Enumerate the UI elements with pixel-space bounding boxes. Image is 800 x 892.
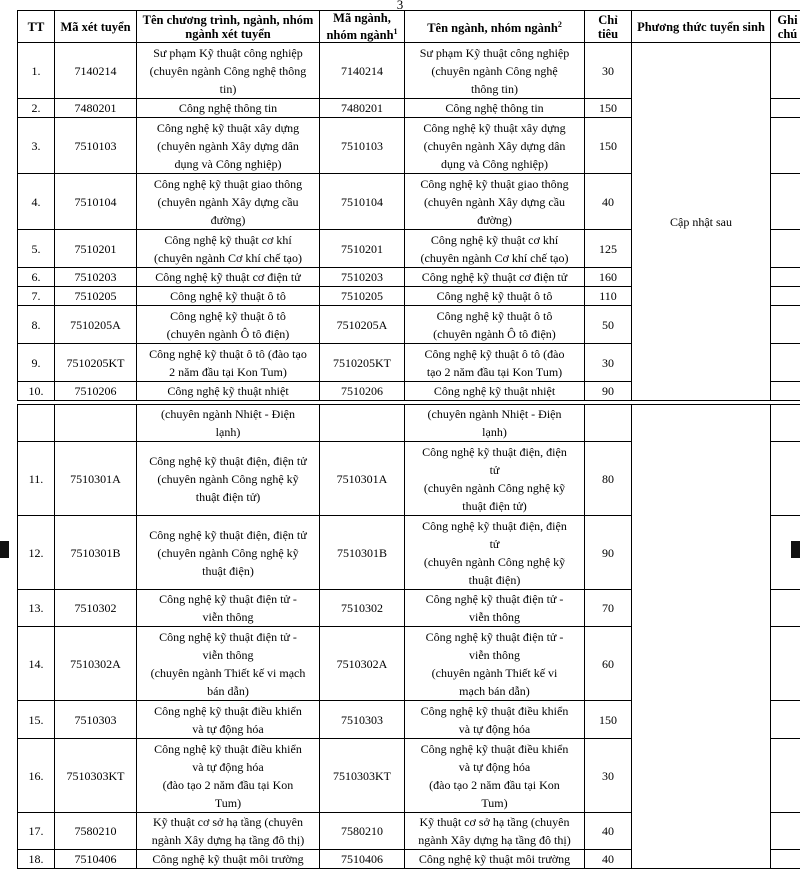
row-ma-xet-tuyen: 7510302A — [55, 627, 137, 701]
row-ma-xet-tuyen: 7510201 — [55, 230, 137, 268]
row-ghi-chu — [771, 268, 800, 287]
row-ten-nganh: Công nghệ kỹ thuật ô tô — [405, 287, 585, 306]
row-ten-chuong-trinh: Công nghệ kỹ thuật cơ khí (chuyên ngành Cơ khí chế tạo) — [137, 230, 320, 268]
row-tt: 8. — [18, 306, 55, 344]
row-ma-nganh: 7510301A — [320, 442, 405, 516]
row-ghi-chu — [771, 382, 800, 401]
header-ma-xet-tuyen: Mã xét tuyển — [55, 11, 137, 43]
row-ten-nganh: Công nghệ kỹ thuật điều khiển và tự động hóa — [405, 701, 585, 739]
header-ma-nganh-text: Mã ngành, nhóm ngành — [326, 11, 394, 43]
row-chi-tieu: 30 — [585, 739, 632, 813]
row-ghi-chu — [771, 230, 800, 268]
row-ghi-chu — [771, 813, 800, 850]
row-chi-tieu: 30 — [585, 43, 632, 99]
row-ghi-chu — [771, 405, 800, 442]
row-ten-nganh: (chuyên ngành Nhiệt - Điện lạnh) — [405, 405, 585, 442]
row-ma-xet-tuyen: 7510205A — [55, 306, 137, 344]
row-chi-tieu: 40 — [585, 174, 632, 230]
row-ten-nganh: Công nghệ kỹ thuật điện tử - viễn thông (chuyên ngành Thiết kế vi mạch bán dẫn) — [405, 627, 585, 701]
row-ma-nganh: 7580210 — [320, 813, 405, 850]
page-number: 3 — [396, 0, 404, 12]
row-ten-nganh: Công nghệ kỹ thuật ô tô (chuyên ngành Ô tô điện) — [405, 306, 585, 344]
row-ten-chuong-trinh: Sư phạm Kỹ thuật công nghiệp (chuyên ngành Công nghệ thông tin) — [137, 43, 320, 99]
row-ten-nganh: Công nghệ kỹ thuật điện, điện tử (chuyên ngành Công nghệ kỹ thuật điện tử) — [405, 442, 585, 516]
row-ma-nganh: 7510206 — [320, 382, 405, 401]
row-ma-nganh: 7510301B — [320, 516, 405, 590]
row-ten-chuong-trinh: Công nghệ kỹ thuật ô tô (đào tạo 2 năm đầu tại Kon Tum) — [137, 344, 320, 382]
row-ghi-chu — [771, 701, 800, 739]
admission-table-part-2 — [17, 404, 800, 869]
row-tt: 15. — [18, 701, 55, 739]
row-ma-nganh — [320, 405, 405, 442]
row-ten-nganh: Công nghệ thông tin — [405, 99, 585, 118]
header-ten-nganh-sup: 2 — [557, 20, 562, 29]
row-ghi-chu — [771, 442, 800, 516]
row-ma-nganh: 7510103 — [320, 118, 405, 174]
row-ma-nganh: 7510406 — [320, 850, 405, 869]
right-scroll-marker — [791, 541, 800, 558]
row-ma-nganh: 7510104 — [320, 174, 405, 230]
row-ghi-chu — [771, 174, 800, 230]
row-ma-nganh: 7510205KT — [320, 344, 405, 382]
row-ten-nganh: Công nghệ kỹ thuật giao thông (chuyên ngành Xây dựng cầu đường) — [405, 174, 585, 230]
row-tt: 13. — [18, 590, 55, 627]
row-tt: 17. — [18, 813, 55, 850]
row-chi-tieu: 150 — [585, 701, 632, 739]
row-chi-tieu: 30 — [585, 344, 632, 382]
left-scroll-marker — [0, 541, 9, 558]
header-ten-nganh — [405, 11, 585, 43]
row-ma-xet-tuyen: 7510104 — [55, 174, 137, 230]
row-ten-nganh: Công nghệ kỹ thuật xây dựng (chuyên ngành Xây dựng dân dụng và Công nghiệp) — [405, 118, 585, 174]
row-ten-chuong-trinh: Công nghệ kỹ thuật cơ điện tử — [137, 268, 320, 287]
row-ma-xet-tuyen: 7510301B — [55, 516, 137, 590]
row-tt: 2. — [18, 99, 55, 118]
row-tt: 5. — [18, 230, 55, 268]
row-ma-xet-tuyen: 7510303KT — [55, 739, 137, 813]
row-ten-chuong-trinh: (chuyên ngành Nhiệt - Điện lạnh) — [137, 405, 320, 442]
row-tt — [18, 405, 55, 442]
row-ten-nganh: Sư phạm Kỹ thuật công nghiệp (chuyên ngành Công nghệ thông tin) — [405, 43, 585, 99]
row-ten-nganh: Công nghệ kỹ thuật cơ khí (chuyên ngành Cơ khí chế tạo) — [405, 230, 585, 268]
header-ma-nganh-sup: 1 — [393, 27, 398, 36]
row-chi-tieu: 150 — [585, 118, 632, 174]
row-ma-nganh: 7510302 — [320, 590, 405, 627]
row-ma-xet-tuyen: 7480201 — [55, 99, 137, 118]
row-tt: 16. — [18, 739, 55, 813]
row-ten-chuong-trinh: Công nghệ kỹ thuật ô tô (chuyên ngành Ô tô điện) — [137, 306, 320, 344]
row-tt: 4. — [18, 174, 55, 230]
row-ten-nganh: Công nghệ kỹ thuật điều khiển và tự động hóa (đào tạo 2 năm đầu tại Kon Tum) — [405, 739, 585, 813]
row-ma-xet-tuyen: 7140214 — [55, 43, 137, 99]
row-ghi-chu — [771, 287, 800, 306]
row-ten-nganh: Công nghệ kỹ thuật cơ điện tử — [405, 268, 585, 287]
row-chi-tieu: 125 — [585, 230, 632, 268]
row-chi-tieu: 110 — [585, 287, 632, 306]
row-chi-tieu: 80 — [585, 442, 632, 516]
row-ten-nganh: Công nghệ kỹ thuật ô tô (đào tạo 2 năm đầu tại Kon Tum) — [405, 344, 585, 382]
row-ten-chuong-trinh: Công nghệ kỹ thuật ô tô — [137, 287, 320, 306]
row-ma-xet-tuyen: 7510301A — [55, 442, 137, 516]
row-ghi-chu — [771, 99, 800, 118]
row-ten-chuong-trinh: Công nghệ kỹ thuật điện, điện tử (chuyên ngành Công nghệ kỹ thuật điện) — [137, 516, 320, 590]
header-ghi-chu: Ghi chú — [771, 11, 800, 43]
row-ten-chuong-trinh: Công nghệ kỹ thuật điện tử - viễn thông — [137, 590, 320, 627]
row-chi-tieu: 70 — [585, 590, 632, 627]
row-chi-tieu: 50 — [585, 306, 632, 344]
row-chi-tieu: 60 — [585, 627, 632, 701]
row-ghi-chu — [771, 739, 800, 813]
row-ma-nganh: 7480201 — [320, 99, 405, 118]
table-row — [18, 43, 800, 99]
header-chi-tieu: Chỉ tiêu — [585, 11, 632, 43]
row-chi-tieu — [585, 405, 632, 442]
row-ten-chuong-trinh: Công nghệ kỹ thuật điều khiển và tự động hóa — [137, 701, 320, 739]
row-chi-tieu: 90 — [585, 382, 632, 401]
row-ma-xet-tuyen: 7510206 — [55, 382, 137, 401]
row-ma-xet-tuyen: 7510302 — [55, 590, 137, 627]
row-tt: 11. — [18, 442, 55, 516]
row-tt: 9. — [18, 344, 55, 382]
phuong-thuc-cell: Cập nhật sau — [632, 43, 771, 401]
row-ghi-chu — [771, 850, 800, 869]
row-ma-nganh: 7510203 — [320, 268, 405, 287]
row-ma-xet-tuyen: 7510205KT — [55, 344, 137, 382]
row-ma-nganh: 7510205 — [320, 287, 405, 306]
row-ghi-chu — [771, 118, 800, 174]
row-ma-xet-tuyen: 7580210 — [55, 813, 137, 850]
row-ten-chuong-trinh: Công nghệ kỹ thuật môi trường — [137, 850, 320, 869]
row-chi-tieu: 160 — [585, 268, 632, 287]
row-ghi-chu — [771, 627, 800, 701]
row-ten-chuong-trinh: Công nghệ kỹ thuật điện tử - viễn thông (chuyên ngành Thiết kế vi mạch bán dẫn) — [137, 627, 320, 701]
row-tt: 6. — [18, 268, 55, 287]
row-ma-nganh: 7510201 — [320, 230, 405, 268]
row-ma-nganh: 7510302A — [320, 627, 405, 701]
row-ten-chuong-trinh: Công nghệ thông tin — [137, 99, 320, 118]
row-chi-tieu: 90 — [585, 516, 632, 590]
row-tt: 3. — [18, 118, 55, 174]
row-ten-chuong-trinh: Công nghệ kỹ thuật điện, điện tử (chuyên ngành Công nghệ kỹ thuật điện tử) — [137, 442, 320, 516]
row-tt: 10. — [18, 382, 55, 401]
row-ten-chuong-trinh: Công nghệ kỹ thuật điều khiển và tự động hóa (đào tạo 2 năm đầu tại Kon Tum) — [137, 739, 320, 813]
row-tt: 12. — [18, 516, 55, 590]
row-ma-xet-tuyen: 7510203 — [55, 268, 137, 287]
admission-table-part-1 — [17, 10, 800, 401]
row-tt: 14. — [18, 627, 55, 701]
row-tt: 7. — [18, 287, 55, 306]
header-ten-chuong-trinh: Tên chương trình, ngành, nhóm ngành xét tuyển — [137, 11, 320, 43]
header-ten-nganh-text: Tên ngành, nhóm ngành — [427, 21, 558, 36]
row-ma-xet-tuyen: 7510205 — [55, 287, 137, 306]
row-ten-nganh: Công nghệ kỹ thuật nhiệt — [405, 382, 585, 401]
header-row — [18, 11, 800, 43]
row-ma-nganh: 7510205A — [320, 306, 405, 344]
row-ten-chuong-trinh: Công nghệ kỹ thuật giao thông (chuyên ngành Xây dựng cầu đường) — [137, 174, 320, 230]
phuong-thuc-cell — [632, 405, 771, 869]
row-ten-chuong-trinh: Công nghệ kỹ thuật xây dựng (chuyên ngành Xây dựng dân dụng và Công nghiệp) — [137, 118, 320, 174]
header-ma-nganh — [320, 11, 405, 43]
row-ma-nganh: 7510303 — [320, 701, 405, 739]
header-phuong-thuc: Phương thức tuyển sinh — [632, 11, 771, 43]
header-tt: TT — [18, 11, 55, 43]
row-ma-xet-tuyen: 7510406 — [55, 850, 137, 869]
row-ghi-chu — [771, 344, 800, 382]
row-ma-xet-tuyen: 7510103 — [55, 118, 137, 174]
table-row — [18, 405, 800, 442]
row-ten-chuong-trinh: Kỹ thuật cơ sở hạ tầng (chuyên ngành Xây dựng hạ tầng đô thị) — [137, 813, 320, 850]
row-ghi-chu — [771, 590, 800, 627]
row-ma-nganh: 7510303KT — [320, 739, 405, 813]
row-ten-nganh: Kỹ thuật cơ sở hạ tầng (chuyên ngành Xây dựng hạ tầng đô thị) — [405, 813, 585, 850]
row-ma-xet-tuyen: 7510303 — [55, 701, 137, 739]
row-chi-tieu: 150 — [585, 99, 632, 118]
row-ten-chuong-trinh: Công nghệ kỹ thuật nhiệt — [137, 382, 320, 401]
row-ma-xet-tuyen — [55, 405, 137, 442]
row-tt: 1. — [18, 43, 55, 99]
row-chi-tieu: 40 — [585, 813, 632, 850]
row-ghi-chu — [771, 43, 800, 99]
row-chi-tieu: 40 — [585, 850, 632, 869]
row-ghi-chu — [771, 306, 800, 344]
row-ten-nganh: Công nghệ kỹ thuật điện, điện tử (chuyên ngành Công nghệ kỹ thuật điện) — [405, 516, 585, 590]
row-ten-nganh: Công nghệ kỹ thuật môi trường — [405, 850, 585, 869]
row-ma-nganh: 7140214 — [320, 43, 405, 99]
row-tt: 18. — [18, 850, 55, 869]
row-ten-nganh: Công nghệ kỹ thuật điện tử - viễn thông — [405, 590, 585, 627]
